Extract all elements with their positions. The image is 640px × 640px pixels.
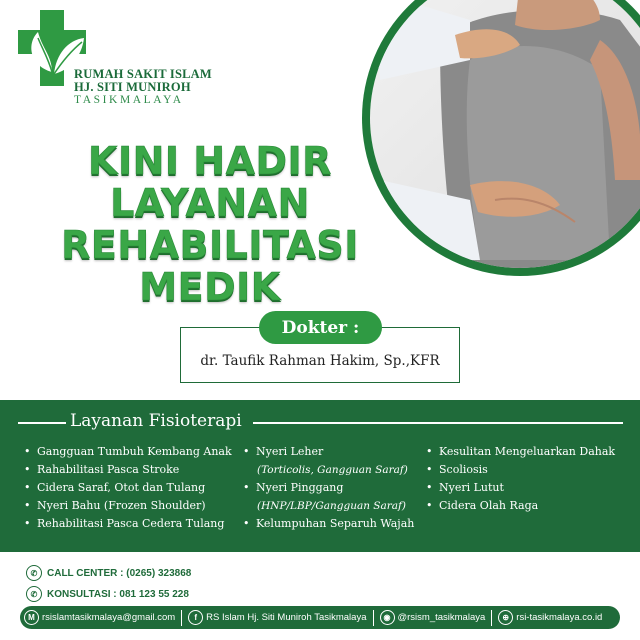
services-panel <box>0 400 640 552</box>
website-text: rsi-tasikmalaya.co.id <box>516 612 603 623</box>
list-item: • Kelumpuhan Separuh Wajah <box>243 515 414 533</box>
instagram-icon: ◉ <box>380 610 395 625</box>
call-center <box>26 563 191 583</box>
services-column-1 <box>24 443 232 533</box>
konsultasi <box>26 584 189 604</box>
headline-line3: REHABILITASI MEDIK <box>61 223 359 309</box>
title-divider-left <box>18 422 66 424</box>
list-item: • Kesulitan Mengeluarkan Dahak <box>426 443 615 461</box>
list-item-detail: (HNP/LBP/Gangguan Saraf) <box>257 500 407 512</box>
list-item: • Nyeri Leher <box>243 443 414 461</box>
email-icon: M <box>24 610 39 625</box>
footer-website <box>498 610 602 625</box>
email-text: rsislamtasikmalaya@gmail.com <box>42 612 176 623</box>
footer-email <box>24 610 175 625</box>
list-item: • Cidera Saraf, Otot dan Tulang <box>24 479 232 497</box>
hospital-name <box>74 68 212 107</box>
hospital-city: TASIKMALAYA <box>74 94 184 106</box>
headline-line1: KINI HADIR <box>88 139 332 183</box>
services-column-2 <box>243 443 414 533</box>
hospital-logo <box>12 8 227 108</box>
list-item: • Cidera Olah Raga <box>426 497 615 515</box>
list-item: • Gangguan Tumbuh Kembang Anak <box>24 443 232 461</box>
konsultasi-text: KONSULTASI : 081 123 55 228 <box>47 588 189 600</box>
instagram-text: @rsism_tasikmalaya <box>397 612 486 623</box>
whatsapp-icon: ✆ <box>26 586 42 602</box>
services-title: Layanan Fisioterapi <box>70 411 242 431</box>
title-divider-right <box>253 422 623 424</box>
list-item-detail: (Torticolis, Gangguan Saraf) <box>257 464 408 476</box>
footer-facebook <box>188 610 366 625</box>
divider <box>181 610 182 626</box>
divider <box>373 610 374 626</box>
footer-instagram <box>380 610 486 625</box>
social-footer <box>20 606 620 629</box>
facebook-text: RS Islam Hj. Siti Muniroh Tasikmalaya <box>206 612 367 623</box>
doctor-label: Dokter : <box>259 311 382 344</box>
hospital-name-line2: HJ. SITI MUNIROH <box>74 80 191 94</box>
list-item: • Rehabilitasi Pasca Cedera Tulang <box>24 515 232 533</box>
hospital-name-line1: RUMAH SAKIT ISLAM <box>74 67 212 81</box>
globe-icon: ⊕ <box>498 610 513 625</box>
call-center-text: CALL CENTER : (0265) 323868 <box>47 567 192 579</box>
list-item: • Nyeri Pinggang <box>243 479 414 497</box>
headline-line2: LAYANAN <box>110 181 310 225</box>
list-item: • Scoliosis <box>426 461 615 479</box>
divider <box>491 610 492 626</box>
phone-icon: ✆ <box>26 565 42 581</box>
services-column-3 <box>426 443 615 515</box>
list-item: • Rahabilitasi Pasca Stroke <box>24 461 232 479</box>
doctor-name: dr. Taufik Rahman Hakim, Sp.,KFR <box>200 353 440 369</box>
facebook-icon: f <box>188 610 203 625</box>
list-item: • Nyeri Lutut <box>426 479 615 497</box>
headline <box>0 140 420 308</box>
list-item: • Nyeri Bahu (Frozen Shoulder) <box>24 497 232 515</box>
